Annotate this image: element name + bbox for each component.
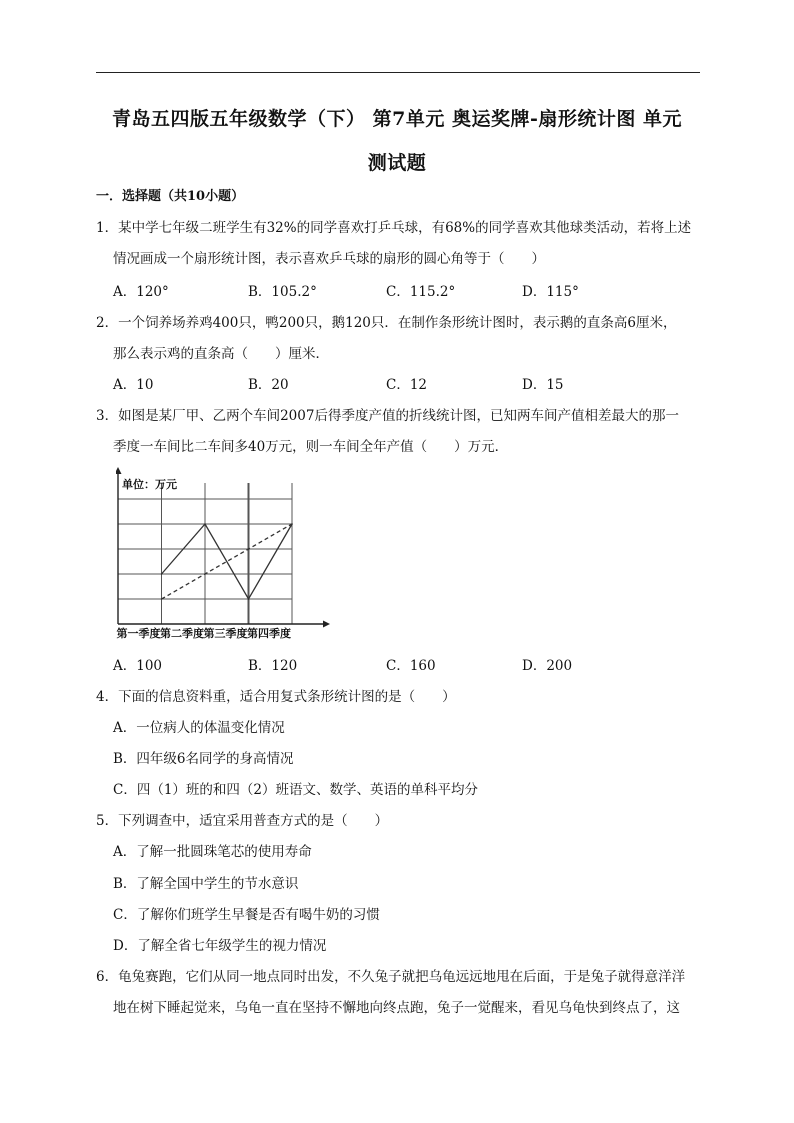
q3-option-a[interactable]: A．100 xyxy=(113,658,163,674)
q1-option-c[interactable]: C．115.2° xyxy=(386,284,456,300)
q1-option-a[interactable]: A．120° xyxy=(113,284,169,300)
question-3-line-2: 季度一车间比二车间多40万元，则一车间全年产值（ ）万元． xyxy=(113,439,509,455)
q3-option-b[interactable]: B．120 xyxy=(248,658,298,674)
question-5-line-1: 5．下列调查中，适宜采用普查方式的是（ ） xyxy=(96,813,389,829)
q2-option-c[interactable]: C．12 xyxy=(386,377,428,393)
x-axis-arrow xyxy=(323,621,330,628)
series-2-point xyxy=(248,548,250,550)
y-axis-label: 单位：万元 xyxy=(122,478,177,491)
question-1-line-2: 情况画成一个扇形统计图，表示喜欢乒乓球的扇形的圆心角等于（ ） xyxy=(113,251,545,267)
series-1-point xyxy=(204,523,206,525)
q1-option-b[interactable]: B．105.2° xyxy=(248,284,317,300)
x-tick-label: 第三季度 xyxy=(203,627,248,640)
y-axis-arrow xyxy=(116,467,122,474)
series-2-point xyxy=(161,598,163,600)
series-2-point xyxy=(204,573,206,575)
section-heading: 一．选择题（共10小题） xyxy=(96,189,245,204)
header-rule xyxy=(96,72,700,73)
q4-option-a[interactable]: A．一位病人的体温变化情况 xyxy=(113,720,285,736)
q3-option-d[interactable]: D．200 xyxy=(522,658,573,674)
q4-option-b[interactable]: B．四年级6名同学的身高情况 xyxy=(113,751,294,767)
series-2-point xyxy=(291,523,293,525)
q4-option-c[interactable]: C．四（1）班的和四（2）班语文、数学、英语的单科平均分 xyxy=(113,782,479,798)
question-4-line-1: 4．下面的信息资料重，适合用复式条形统计图的是（ ） xyxy=(96,689,456,705)
q1-option-d[interactable]: D．115° xyxy=(522,284,579,300)
question-6-line-1: 6．龟兔赛跑，它们从同一地点同时出发，不久兔子就把乌龟远远地甩在后面，于是兔子就得意洋洋 xyxy=(96,969,686,985)
series-1-point xyxy=(161,573,163,575)
question-2-line-2: 那么表示鸡的直条高（ ）厘米． xyxy=(113,346,329,362)
q2-option-d[interactable]: D．15 xyxy=(522,377,564,393)
q5-option-c[interactable]: C．了解你们班学生早餐是否有喝牛奶的习惯 xyxy=(113,907,380,923)
q3-option-c[interactable]: C．160 xyxy=(386,658,436,674)
x-tick-label: 第四季度 xyxy=(247,627,291,640)
question-3-line-1: 3．如图是某厂甲、乙两个车间2007后得季度产值的折线统计图，已知两车间产值相差最大的那一 xyxy=(96,408,679,424)
question-6-line-2: 地在树下睡起觉来，乌龟一直在坚持不懈地向终点跑，兔子一觉醒来，看见乌龟快到终点了，这 xyxy=(113,1000,680,1016)
q5-option-b[interactable]: B．了解全国中学生的节水意识 xyxy=(113,876,299,892)
q5-option-a[interactable]: A．了解一批圆珠笔芯的使用寿命 xyxy=(113,844,312,860)
line-chart xyxy=(116,464,332,644)
page-title: 青岛五四版五年级数学（下） 第7单元 奥运奖牌-扇形统计图 单元 xyxy=(112,108,682,130)
q2-option-b[interactable]: B．20 xyxy=(248,377,289,393)
question-1-line-1: 1．某中学七年级二班学生有32%的同学喜欢打乒乓球，有68%的同学喜欢其他球类活动，若将上述 xyxy=(96,220,692,236)
x-tick-label: 第二季度 xyxy=(160,627,204,640)
q2-option-a[interactable]: A．10 xyxy=(113,377,154,393)
x-tick-label: 第一季度 xyxy=(116,627,161,640)
question-2-line-1: 2．一个饲养场养鸡400只，鸭200只，鹅120只．在制作条形统计图时，表示鹅的直条高6厘米， xyxy=(96,315,677,331)
series-1-point xyxy=(248,598,250,600)
page-title-continued: 测试题 xyxy=(367,152,427,174)
q5-option-d[interactable]: D．了解全省七年级学生的视力情况 xyxy=(113,938,327,954)
